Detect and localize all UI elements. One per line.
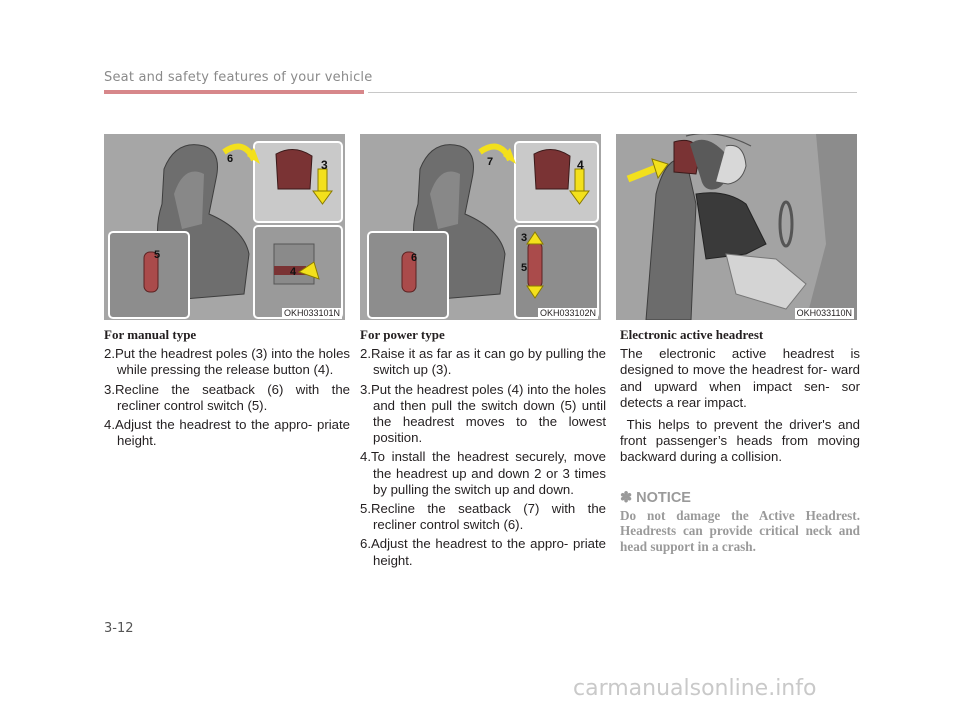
callout-6: 6 bbox=[227, 153, 234, 165]
notice-body: Do not damage the Active Headrest. Headrests can provide critical neck and head support in a crash. bbox=[620, 507, 860, 555]
figure-code: OKH033101N bbox=[283, 308, 340, 318]
manual-seat-illustration bbox=[104, 134, 345, 320]
figure-power-headrest bbox=[360, 134, 601, 320]
callout-3: 3 bbox=[321, 158, 328, 172]
page-number: 3-12 bbox=[104, 621, 134, 636]
callout-6: 6 bbox=[411, 252, 418, 264]
paragraph: The electronic active headrest is designed to move the headrest for- ward and upward when impact sen- sor detects a rear impact. bbox=[620, 346, 860, 410]
step-item: 4.To install the headrest securely, move the headrest up and down 2 or 3 times by pulling the switch up and down. bbox=[360, 449, 606, 497]
figure-code: OKH033102N bbox=[539, 308, 596, 318]
section-heading: For manual type bbox=[104, 327, 197, 342]
step-item: 5.Recline the seatback (7) with the recliner control switch (6). bbox=[360, 501, 606, 533]
active-headrest-illustration bbox=[616, 134, 857, 320]
section-heading: Electronic active headrest bbox=[620, 327, 764, 342]
column-power-type bbox=[360, 327, 606, 572]
step-item: 4.Adjust the headrest to the appro- priate height. bbox=[104, 417, 350, 449]
header-rule bbox=[368, 92, 857, 93]
callout-5: 5 bbox=[521, 262, 528, 274]
step-item: 6.Adjust the headrest to the appro- priate height. bbox=[360, 536, 606, 568]
figure-manual-headrest bbox=[104, 134, 345, 320]
section-title: Seat and safety features of your vehicle bbox=[104, 70, 373, 85]
callout-4: 4 bbox=[290, 266, 297, 278]
figure-code: OKH033110N bbox=[796, 308, 852, 318]
watermark: carmanualsonline.info bbox=[573, 676, 817, 701]
figure-active-headrest bbox=[616, 134, 857, 320]
power-seat-illustration bbox=[360, 134, 601, 320]
header-accent-rule bbox=[104, 90, 364, 94]
step-item: 2.Raise it as far as it can go by pulling the switch up (3). bbox=[360, 346, 606, 378]
step-item: 2.Put the headrest poles (3) into the holes while pressing the release button (4). bbox=[104, 346, 350, 378]
callout-7: 7 bbox=[487, 156, 494, 168]
callout-4: 4 bbox=[577, 158, 584, 172]
column-manual-type bbox=[104, 327, 350, 452]
notice-title: ✽ NOTICE bbox=[620, 489, 691, 506]
step-item: 3.Recline the seatback (6) with the recliner control switch (5). bbox=[104, 381, 350, 413]
section-heading: For power type bbox=[360, 327, 445, 342]
callout-5: 5 bbox=[154, 249, 161, 261]
step-item: 3.Put the headrest poles (4) into the holes and then pull the switch down (5) until the headrest moves to the lowest position. bbox=[360, 381, 606, 446]
callout-3: 3 bbox=[521, 232, 528, 244]
paragraph: This helps to prevent the driver's and front passenger’s heads from moving backward during a collision. bbox=[620, 417, 864, 465]
column-active-headrest bbox=[620, 327, 864, 555]
